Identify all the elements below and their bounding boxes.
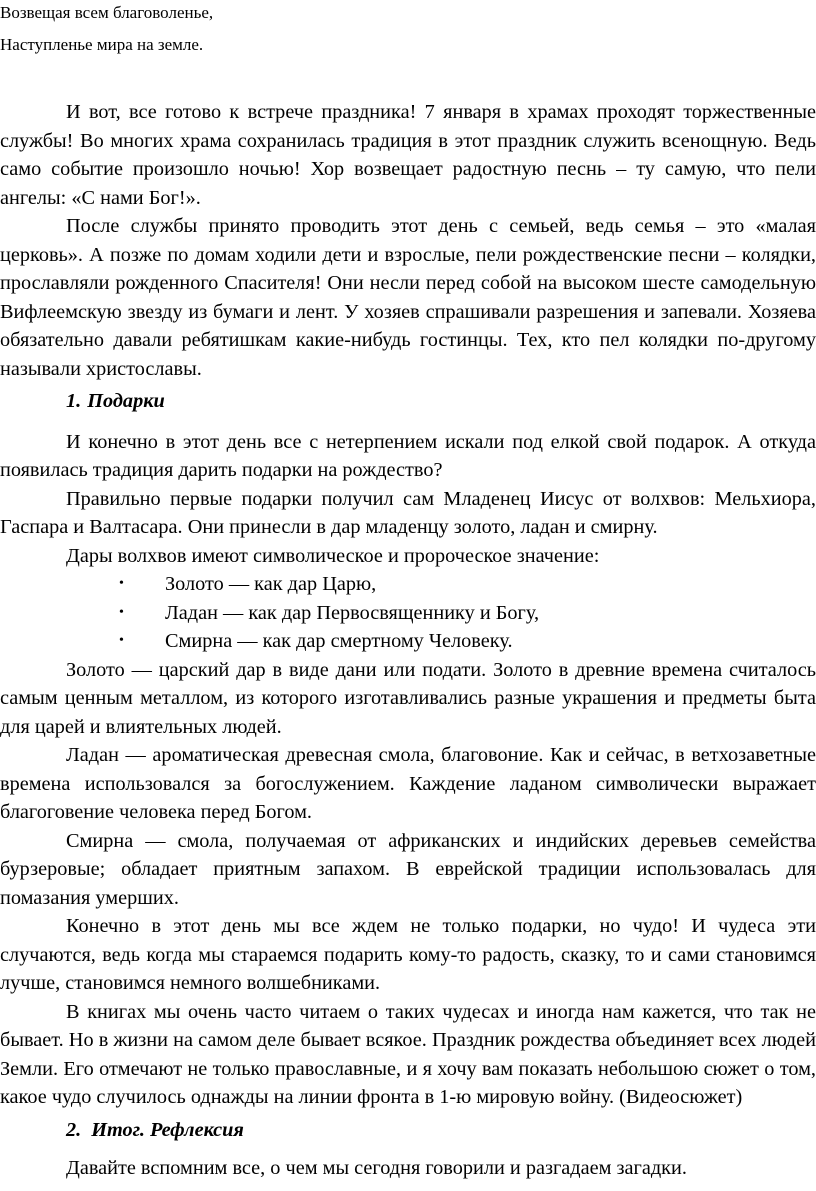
section-title: Итог. Рефлексия [91,1118,244,1141]
paragraph-myrrh: Смирна — смола, получаемая от африканских и индийских деревьев семейства бурзеровые; обладает приятным запахом. В еврейской традиции использовалась для помазания умерших. [0,829,816,909]
paragraph-service: И вот, все готово к встрече праздника! 7 января в храмах проходят торжественные службы! Во многих храма сохранилась традиция в этот праздник служить всенощную. Ведь само событие произошло ночью! Хор возвещает радостную песнь – ту самую, что пели ангелы: «С нами Бог!». [0,101,816,209]
section-heading-reflection [0,1116,816,1145]
list-item [0,627,816,656]
paragraph-gifts-meaning: Дары волхвов имеют символическое и пророческое значение: [66,544,600,567]
list-item-text: Золото — как дар Царю, [165,573,377,595]
gifts-list [0,570,816,656]
paragraph-gift-question: И конечно в этот день все с нетерпением искали под елкой свой подарок. А откуда появилась традиция дарить подарки на рождество? [0,430,816,481]
paragraph-riddles: Давайте вспомним все, о чем мы сегодня говорили и разгадаем загадки. [66,1157,687,1179]
bullet-icon: • [119,576,124,591]
section-number: 2. [66,1118,82,1141]
list-item-text: Ладан — как дар Первосвященнику и Богу, [165,601,540,624]
paragraph-frankincense: Ладан — ароматическая древесная смола, благовоние. Как и сейчас, в ветхозаветные времена использовался за богослужением. Каждение ладаном символически выражает благоговение человека перед Богом. [0,744,816,823]
section-number: 1. [66,390,82,412]
section-title: Подарки [87,390,165,412]
paragraph-books: В книгах мы очень часто читаем о таких чудесах и иногда нам кажется, что так не бывает. Но в жизни на самом деле бывает всякое. Праздник рождества объединяет всех людей Земли. Его отмечают не только православные, и я хочу вам показать небольшою сюжет о том, какое чудо случилось однажды на линии фронта в 1-ю мировую войну. (Видеосюжет) [0,1000,816,1108]
paragraph-gold: Золото — царский дар в виде дани или подати. Золото в древние времена считалось самым ценным металлом, из которого изготавливались разные украшения и предметы быта для царей и влиятельных людей. [0,658,816,738]
bullet-icon: • [119,604,124,620]
document-body [0,98,816,1183]
bullet-icon: • [119,633,124,648]
list-item [0,599,816,628]
list-item [0,570,816,599]
list-item-text: Смирна — как дар смертному Человеку. [165,630,513,652]
paragraph-carols: После службы принято проводить этот день с семьей, ведь семья – это «малая церковь». А позже по домам ходили дети и взрослые, пели рождественские песни – колядки, прославляли рожденного Спасителя! Они несли перед собой на высоком шесте самодельную Вифлеемскую звезду из бумаги и лент. У хозяев спрашивали разрешения и запевали. Хозяева обязательно давали ребятишкам какие-нибудь гостинцы. Тех, кто пел колядки по-другому называли христославы. [0,215,816,380]
paragraph-magi: Правильно первые подарки получил сам Младенец Иисус от волхвов: Мельхиора, Гаспара и Валтасара. Они принесли в дар младенцу золото, ладан и смирну. [0,487,816,538]
poem-line-2: Наступленье мира на земле. [0,35,204,54]
poem-line-1: Возвещая всем благоволенье, [0,3,214,22]
section-heading-gifts [0,387,816,416]
paragraph-miracle: Конечно в этот день мы все ждем не только подарки, но чудо! И чудеса эти случаются, ведь когда мы стараемся подарить кому-то радость, сказку, то и сами становимся лучше, становимся немного волшебниками. [0,915,816,994]
